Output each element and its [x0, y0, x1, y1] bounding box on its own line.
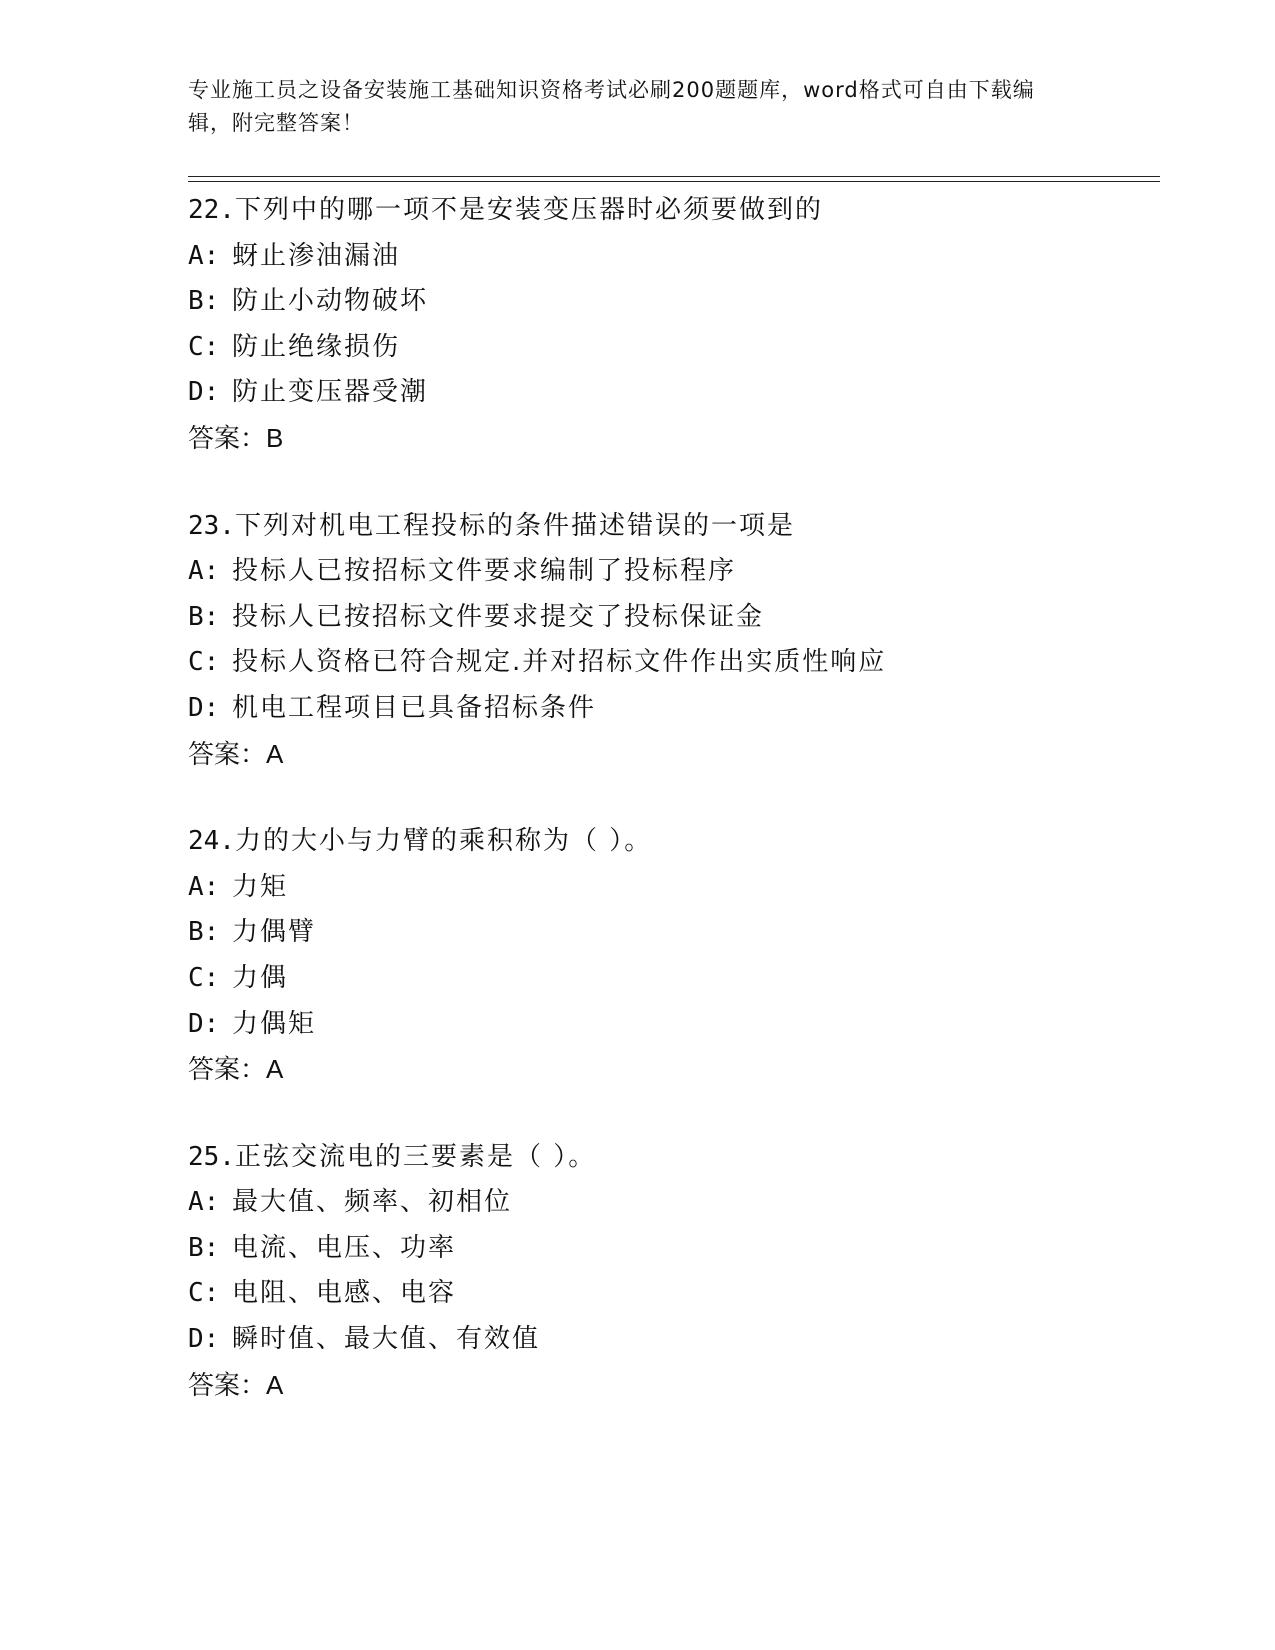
question-23	[188, 504, 1148, 778]
question-stem	[188, 188, 1148, 234]
option-text: 电阻、电感、电容	[232, 1278, 457, 1309]
question-stem	[188, 1135, 1148, 1181]
option-text: 电流、电压、功率	[232, 1232, 457, 1263]
question-text: 正弦交流电的三要素是（ ）。	[234, 1141, 597, 1172]
answer-line	[188, 1047, 1148, 1093]
option-label: D:	[188, 377, 220, 408]
option-label: D:	[188, 1008, 220, 1039]
option-text: 力偶矩	[232, 1008, 317, 1039]
question-text: 下列中的哪一项不是安装变压器时必须要做到的	[234, 195, 823, 225]
question-list	[188, 188, 1148, 1450]
header-rule-bottom	[188, 181, 1160, 182]
option-text: 力矩	[232, 871, 289, 902]
question-number: 22.	[188, 195, 235, 225]
question-text: 下列对机电工程投标的条件描述错误的一项是	[234, 510, 795, 541]
question-number: 23.	[188, 510, 235, 541]
question-24	[188, 819, 1148, 1093]
option-label: B:	[188, 286, 220, 317]
option-label: A:	[188, 871, 220, 902]
answer-prefix: 答案：	[188, 1055, 267, 1086]
option-label: A:	[188, 556, 220, 587]
option-b	[188, 910, 1148, 956]
option-b	[188, 279, 1148, 325]
answer-value: B	[266, 422, 286, 453]
option-text: 防止变压器受潮	[232, 377, 429, 408]
option-d	[188, 1002, 1148, 1048]
option-label: B:	[188, 1232, 220, 1263]
option-c	[188, 640, 1148, 686]
answer-line	[188, 1363, 1148, 1409]
option-b	[188, 1226, 1148, 1272]
option-d	[188, 1317, 1148, 1363]
option-a	[188, 549, 1148, 595]
option-text: 投标人资格已符合规定.并对招标文件作出实质性响应	[232, 647, 887, 678]
answer-prefix: 答案：	[188, 423, 267, 454]
option-label: C:	[188, 962, 220, 993]
question-25	[188, 1135, 1148, 1409]
option-label: C:	[188, 647, 220, 678]
option-text: 力偶臂	[232, 917, 317, 948]
option-text: 投标人已按招标文件要求编制了投标程序	[232, 556, 737, 587]
option-b	[188, 595, 1148, 641]
option-label: C:	[188, 1278, 220, 1309]
option-a	[188, 1180, 1148, 1226]
option-d	[188, 370, 1148, 416]
option-text: 蚜止渗油漏油	[232, 240, 401, 271]
answer-prefix: 答案：	[188, 1370, 267, 1401]
option-text: 瞬时值、最大值、有效值	[232, 1324, 541, 1355]
question-22	[188, 188, 1148, 462]
answer-line	[188, 732, 1148, 778]
option-c	[188, 1271, 1148, 1317]
answer-value: A	[266, 1054, 286, 1085]
option-label: A:	[188, 1187, 220, 1218]
option-text: 力偶	[232, 962, 289, 993]
option-a	[188, 865, 1148, 911]
option-label: C:	[188, 331, 220, 362]
question-text: 力的大小与力臂的乘积称为（ ）。	[234, 826, 653, 857]
option-a	[188, 234, 1148, 280]
option-text: 机电工程项目已具备招标条件	[232, 692, 597, 723]
option-text: 最大值、频率、初相位	[232, 1187, 513, 1218]
option-label: A:	[188, 240, 220, 271]
document-header: 专业施工员之设备安装施工基础知识资格考试必刷200题题库，word格式可自由下载编辑，附完整答案！	[188, 78, 1035, 135]
option-text: 投标人已按招标文件要求提交了投标保证金	[232, 601, 765, 632]
question-stem	[188, 504, 1148, 550]
answer-value: A	[266, 1369, 286, 1400]
option-text: 防止小动物破坏	[232, 286, 429, 317]
answer-prefix: 答案：	[188, 739, 267, 770]
option-text: 防止绝缘损伤	[232, 331, 401, 362]
option-label: B:	[188, 917, 220, 948]
option-c	[188, 956, 1148, 1002]
answer-value: A	[266, 738, 286, 769]
option-d	[188, 686, 1148, 732]
answer-line	[188, 416, 1148, 462]
option-label: D:	[188, 1324, 220, 1355]
question-number: 25.	[188, 1141, 235, 1172]
question-stem	[188, 819, 1148, 865]
header-rule-top	[188, 176, 1160, 177]
option-label: D:	[188, 692, 220, 723]
option-c	[188, 325, 1148, 371]
question-number: 24.	[188, 826, 235, 857]
option-label: B:	[188, 601, 220, 632]
